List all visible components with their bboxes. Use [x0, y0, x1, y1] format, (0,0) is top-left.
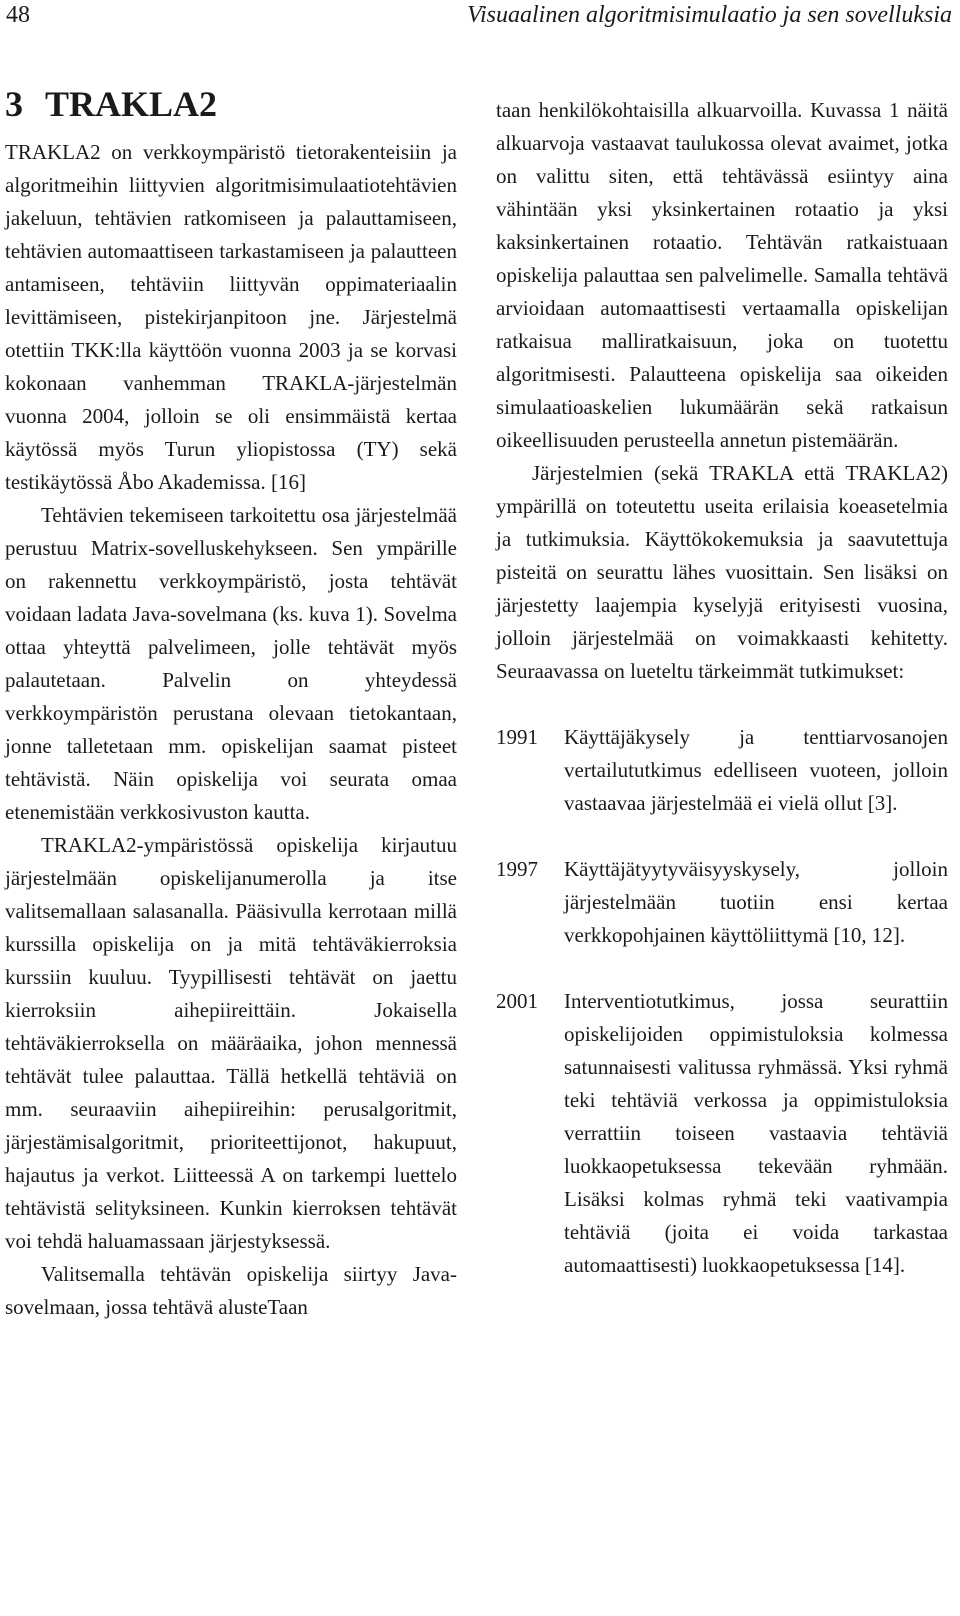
- page-number: 48: [6, 2, 30, 28]
- paragraph-intro: TRAKLA2 on verkkoympäristö tietorakenteisiin ja algoritmeihin liittyvien algoritmisimulaatiotehtävien jakeluun, tehtävien ratkomiseen ja palauttamiseen, tehtävien automaattiseen tarkastamiseen ja palautteen antamiseen, tehtäviin liittyvän oppimateriaalin levittämiseen, pistekirjanpitoon jne. Järjestelmä otettiin TKK:lla käyttöön vuonna 2003 ja se korvasi kokonaan vanhemman TRAKLA-järjestelmän vuonna 2004, jolloin se oli ensimmäistä kertaa käytössä myös Turun yliopistossa (TY) sekä testikäytössä Åbo Akademissa. [16]: [5, 140, 457, 494]
- paragraph-matrix: Tehtävien tekemiseen tarkoitettu osa järjestelmää perustuu Matrix-sovelluskehykseen. Sen ympärille on rakennettu verkkoympäristö, josta tehtävät voidaan ladata Java-sovelmana (ks. kuva 1). Sovelma ottaa yhteyttä palvelimeen, jolle tehtävät myös palautetaan. Palvelin on yhteydessä verkkoympäristön perustana olevaan tietokantaan, jonne talletetaan mm. opiskelijan saamat pisteet tehtävistä. Näin opiskelija voi seurata omaa etenemistään verkkosivuston kautta.: [5, 503, 457, 824]
- paragraph-studies: Järjestelmien (sekä TRAKLA että TRAKLA2) ympärillä on toteutettu useita erilaisia koeasetelmia ja tutkimuksia. Käyttökokemuksia ja saavutettuja pisteitä on seurattu lähes vuosittain. Sen lisäksi on järjestetty laajempia kyselyjä erityisesti vuosina, jolloin järjestelmää on voimakkaasti kehitetty. Seuraavassa on lueteltu tärkeimmät tutkimukset:: [496, 461, 948, 683]
- list-item-year: 1991: [496, 725, 538, 749]
- list-item: [496, 985, 948, 1282]
- list-item-text: Käyttäjäkysely ja tenttiarvosanojen vertailututkimus edelliseen vuoteen, jolloin vastaavaa järjestelmää ei vielä ollut [3].: [564, 725, 948, 815]
- list-item-year: 2001: [496, 989, 538, 1013]
- list-item-text: Interventiotutkimus, jossa seurattiin opiskelijoiden oppimistuloksia kolmessa satunnaisesti valitussa ryhmässä. Yksi ryhmä teki tehtäviä verkossa ja oppimistuloksia verrattiin toiseen vastaavia tehtäviä luokkaopetuksessa tekevään ryhmään. Lisäksi kolmas ryhmä teki vaativampia tehtäviä (joita ei voida tarkastaa automaattisesti) luokkaopetuksessa [14].: [564, 989, 948, 1277]
- running-title: Visuaalinen algoritmisimulaatio ja sen sovelluksia: [467, 2, 952, 28]
- section-number: 3: [5, 84, 23, 124]
- list-item: [496, 721, 948, 820]
- list-item-text: Käyttäjätyytyväisyyskysely, jolloin järjestelmään tuotiin ensi kertaa verkkopohjainen käyttöliittymä [10, 12].: [564, 857, 948, 947]
- paragraph-login: TRAKLA2-ympäristössä opiskelija kirjautuu järjestelmään opiskelijanumerolla ja itse valitsemallaan salasanalla. Pääsivulla kerrotaan millä kurssilla opiskelija on ja mitä tehtäväkierroksia kurssiin kuuluu. Tyypillisesti tehtävät on jaettu kierroksiin aihepiireittäin. Jokaisella tehtäväkierroksella on määräaika, johon mennessä tehtävät tulee palauttaa. Tällä hetkellä tehtäviä on mm. seuraaviin aihepiireihin: perusalgoritmit, järjestämisalgoritmit, prioriteettijonot, hakupuut, hajautus ja verkot. Liitteessä A on tarkempi luettelo tehtävistä selityksineen. Kunkin kierroksen tehtävät voi tehdä haluamassaan järjestyksessä.: [5, 833, 457, 1253]
- paragraph-feedback: taan henkilökohtaisilla alkuarvoilla. Kuvassa 1 näitä alkuarvoja vastaavat taulukossa olevat avaimet, jotka on valittu siten, että tehtävässä esiintyy aina vähintään yksi yksinkertainen rotaatio ja yksi kaksinkertainen rotaatio. Tehtävän ratkaistuaan opiskelija palauttaa sen palvelimelle. Samalla tehtävä arvioidaan automaattisesti vertaamalla opiskelijan ratkaisua malliratkaisuun, joka on tuotettu algoritmisesti. Palautteena opiskelija saa oikeiden simulaatioaskelien lukumäärän sekä ratkaisun oikeellisuuden perusteella annetun pistemäärän.: [496, 98, 948, 452]
- right-column: [496, 94, 948, 1315]
- section-heading: [5, 80, 457, 128]
- left-column: [5, 80, 457, 1324]
- list-item: [496, 853, 948, 952]
- section-title: TRAKLA2: [45, 84, 218, 124]
- studies-list: [496, 721, 948, 1282]
- paragraph-applet: Valitsemalla tehtävän opiskelija siirtyy Java-sovelmaan, jossa tehtävä alusteTaan: [5, 1262, 457, 1319]
- list-item-year: 1997: [496, 857, 538, 881]
